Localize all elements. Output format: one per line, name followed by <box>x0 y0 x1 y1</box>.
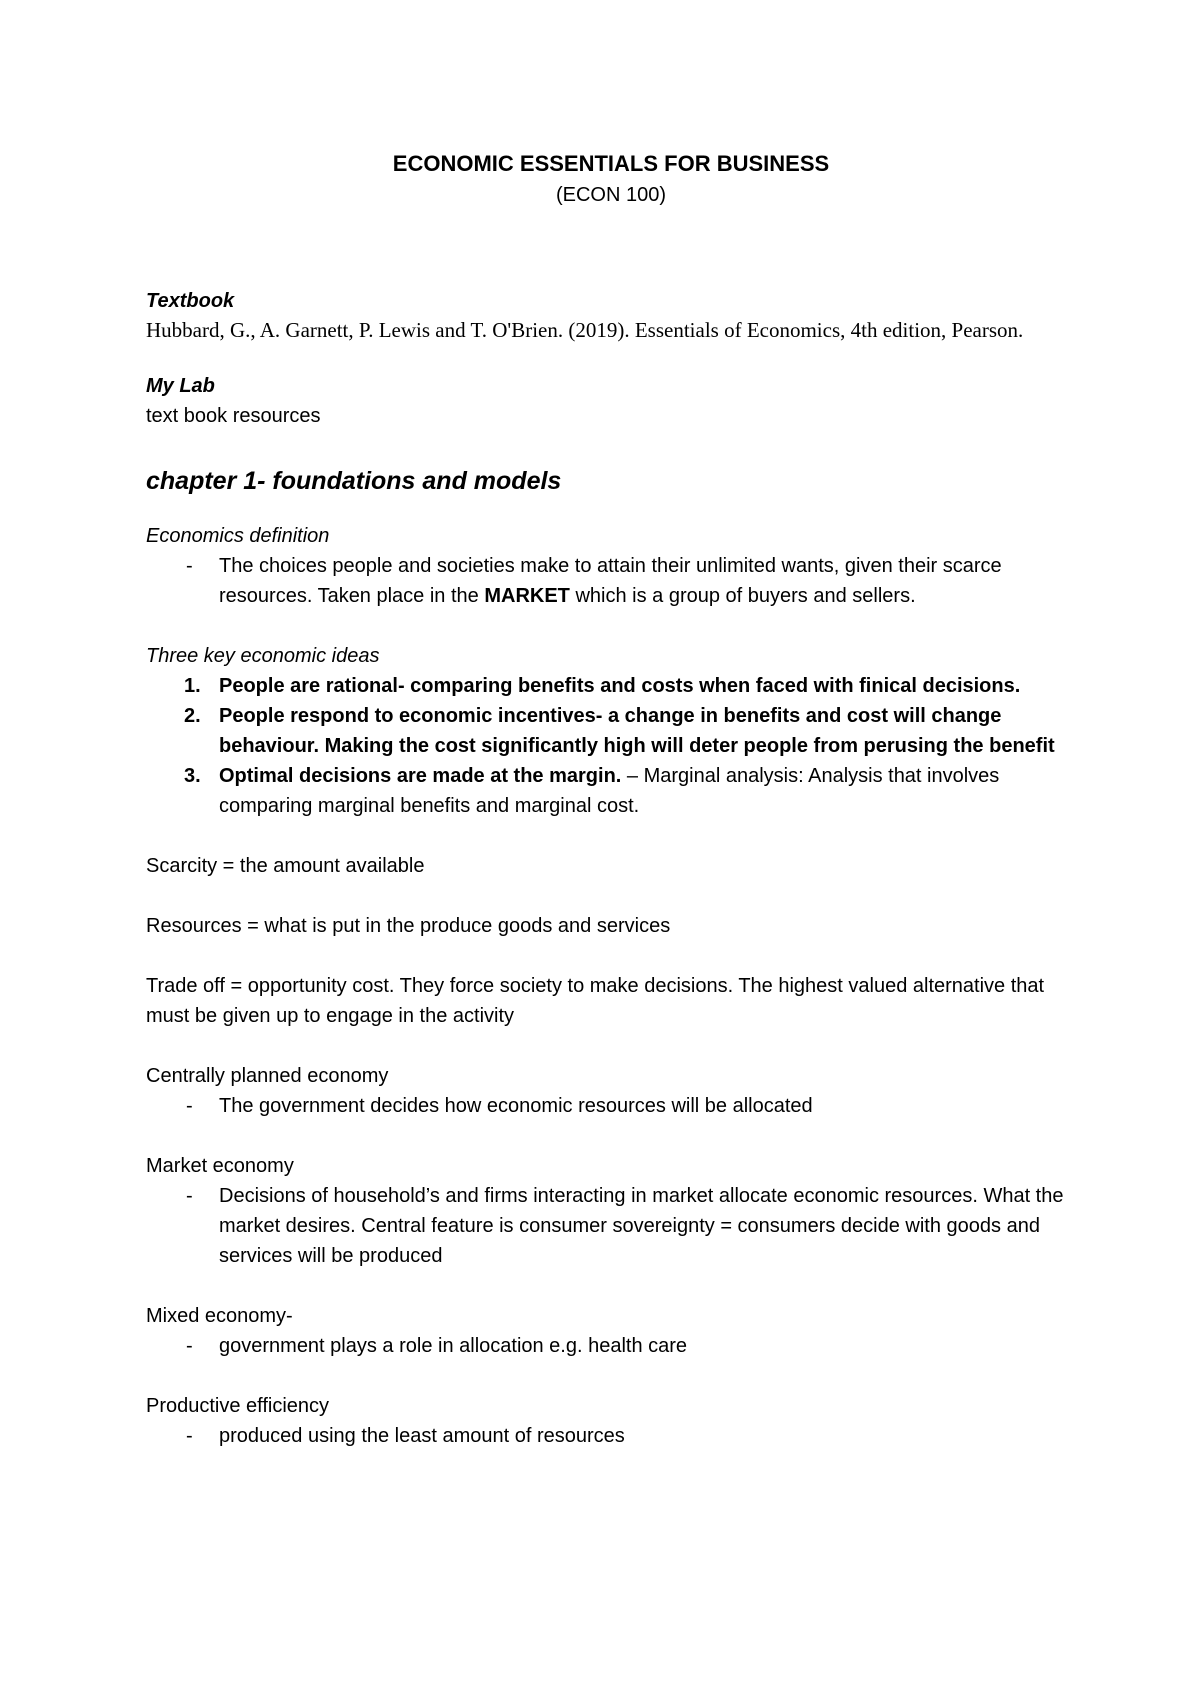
list-item <box>146 701 1076 761</box>
list-item: - government plays a role in allocation e.g. health care <box>146 1331 1076 1361</box>
economics-definition-list <box>146 551 1076 611</box>
productive-efficiency-label: Productive efficiency <box>146 1395 330 1417</box>
central-economy-label: Centrally planned economy <box>146 1065 389 1087</box>
textbook-citation: Hubbard, G., A. Garnett, P. Lewis and T. O'Brien. (2019). Essentials of Economics, 4th edition, Pearson. <box>146 318 1024 342</box>
tradeoff-definition: Trade off = opportunity cost. They force society to make decisions. The highest valued alternative that must be given up to engage in the activity <box>146 975 1045 1027</box>
list-item <box>146 671 1076 701</box>
document-title: ECONOMIC ESSENTIALS FOR BUSINESS <box>392 151 830 176</box>
mylab-text: text book resources <box>146 405 321 427</box>
list-number: 1. <box>184 675 201 697</box>
document-content <box>146 150 1076 1451</box>
textbook-label: Textbook <box>146 290 235 312</box>
economics-definition-label: Economics definition <box>146 525 330 547</box>
market-economy-list <box>146 1181 1076 1271</box>
key-idea-text: People are rational- comparing benefits and costs when faced with finical decisions. <box>219 675 1021 697</box>
definition-text-pre: The choices people and societies make to attain their unlimited wants, given their scarce resources. Taken place in the <box>219 555 1002 607</box>
resources-definition: Resources = what is put in the produce goods and services <box>146 915 671 937</box>
scarcity-definition: Scarcity = the amount available <box>146 855 425 877</box>
list-number: 3. <box>184 765 201 787</box>
mixed-economy-label: Mixed economy- <box>146 1305 293 1327</box>
market-economy-label: Market economy <box>146 1155 294 1177</box>
mylab-label: My Lab <box>146 375 215 397</box>
central-economy-list <box>146 1091 1076 1121</box>
course-code: (ECON 100) <box>555 184 667 206</box>
key-ideas-list <box>146 671 1076 821</box>
key-idea-text-bold: Optimal decisions are made at the margin. <box>219 765 622 787</box>
definition-text-post: which is a group of buyers and sellers. <box>569 585 916 607</box>
list-item: - The government decides how economic resources will be allocated <box>146 1091 1076 1121</box>
list-item <box>146 761 1076 821</box>
key-idea-text: People respond to economic incentives- a change in benefits and cost will change behaviour. Making the cost significantly high will deter people from perusing the benefit <box>219 705 1055 757</box>
productive-efficiency-list <box>146 1421 1076 1451</box>
list-item: - Decisions of household’s and firms interacting in market allocate economic resources. What the market desires. Central feature is consumer sovereignty = consumers decide with goods and services will be produced <box>146 1181 1076 1271</box>
chapter-heading: chapter 1- foundations and models <box>146 467 562 495</box>
mixed-economy-list <box>146 1331 1076 1361</box>
list-item: - produced using the least amount of resources <box>146 1421 1076 1451</box>
key-idea-text-rest: – Marginal analysis: Analysis that involves comparing marginal benefits and marginal cost. <box>219 765 1000 817</box>
list-number: 2. <box>184 705 201 727</box>
definition-text-bold: MARKET <box>484 585 570 607</box>
list-item <box>146 551 1076 611</box>
key-ideas-label: Three key economic ideas <box>146 645 380 667</box>
